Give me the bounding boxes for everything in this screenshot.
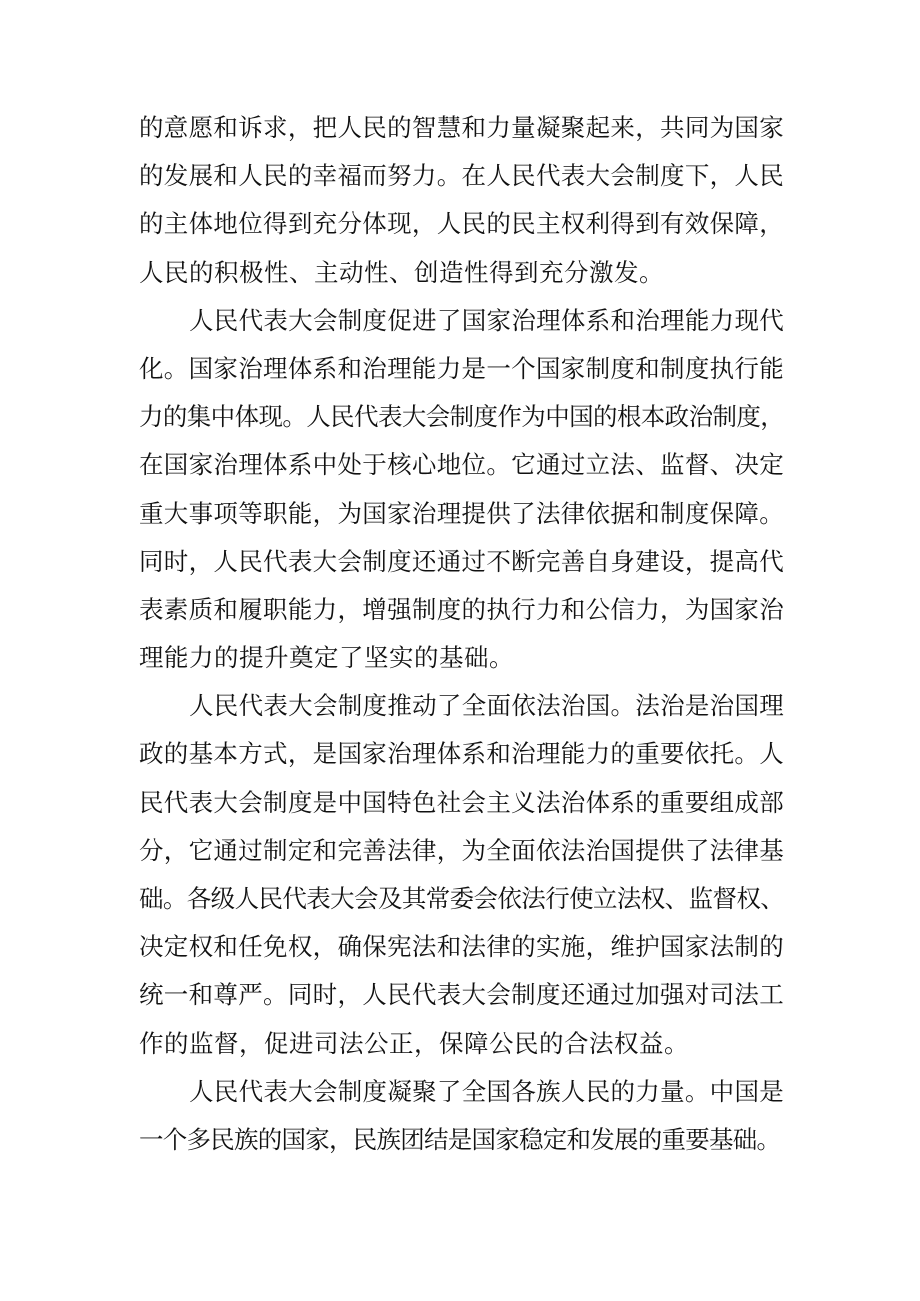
text-line: 分，它通过制定和完善法律，为全面依法治国提供了法律基	[139, 835, 784, 865]
text-line: 力的集中体现。人民代表大会制度作为中国的根本政治制度，	[139, 402, 784, 432]
text-line: 同时，人民代表大会制度还通过不断完善自身建设，提高代	[139, 546, 784, 576]
text-line: 作的监督，促进司法公正，保障公民的合法权益。	[139, 1028, 689, 1058]
text-line: 人民代表大会制度推动了全面依法治国。法治是治国理	[189, 691, 784, 721]
text-line: 政的基本方式，是国家治理体系和治理能力的重要依托。人	[139, 739, 784, 769]
document-body	[139, 104, 784, 1164]
paragraph	[139, 104, 784, 297]
text-line: 民代表大会制度是中国特色社会主义法治体系的重要组成部	[139, 787, 784, 817]
text-line: 在国家治理体系中处于核心地位。它通过立法、监督、决定	[139, 450, 784, 480]
text-line: 础。各级人民代表大会及其常委会依法行使立法权、监督权、	[139, 884, 784, 913]
paragraph	[139, 1068, 784, 1164]
paragraph	[139, 682, 784, 1068]
text-line: 人民的积极性、主动性、创造性得到充分激发。	[139, 257, 664, 287]
text-line: 人民代表大会制度促进了国家治理体系和治理能力现代	[189, 305, 784, 335]
text-line: 的意愿和诉求，把人民的智慧和力量凝聚起来，共同为国家	[139, 113, 784, 142]
text-line: 的主体地位得到充分体现，人民的民主权利得到有效保障，	[139, 209, 784, 239]
text-line: 化。国家治理体系和治理能力是一个国家制度和制度执行能	[139, 353, 784, 383]
text-line: 表素质和履职能力，增强制度的执行力和公信力，为国家治	[139, 594, 784, 624]
text-line: 统一和尊严。同时，人民代表大会制度还通过加强对司法工	[139, 980, 784, 1010]
text-line: 一个多民族的国家，民族团结是国家稳定和发展的重要基础。	[139, 1124, 781, 1154]
text-line: 理能力的提升奠定了坚实的基础。	[139, 643, 514, 673]
text-line: 的发展和人民的幸福而努力。在人民代表大会制度下，人民	[139, 161, 784, 191]
paragraph	[139, 297, 784, 683]
text-line: 人民代表大会制度凝聚了全国各族人民的力量。中国是	[189, 1076, 784, 1106]
text-line: 决定权和任免权，确保宪法和法律的实施，维护国家法制的	[139, 932, 784, 962]
text-line: 重大事项等职能，为国家治理提供了法律依据和制度保障。	[139, 498, 784, 528]
